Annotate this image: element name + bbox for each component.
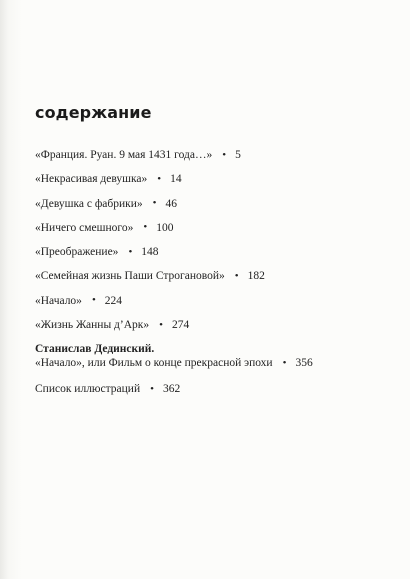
toc-entry-page: 274 (172, 319, 190, 332)
toc-entry-title: «Девушка с фабрики» (35, 197, 143, 210)
toc-entry-page: 148 (141, 246, 159, 259)
toc-item (35, 148, 395, 172)
bullet-separator: • (234, 269, 239, 282)
toc-item (35, 269, 395, 293)
toc-entry-page: 356 (295, 357, 313, 370)
toc-entry-title: «Преображение» (35, 246, 119, 259)
toc-entry-page: 100 (156, 221, 174, 234)
toc-entry-title: «Ничего смешного» (35, 221, 134, 234)
toc-entry-author: Станислав Дединский. (35, 343, 155, 356)
toc-item (35, 245, 395, 269)
toc-item (35, 294, 395, 318)
toc-entry-page: 46 (165, 197, 178, 210)
toc-entry-title: «Начало» (35, 294, 82, 307)
bullet-separator: • (143, 221, 148, 234)
toc-entry-title: Список иллюстраций (35, 383, 141, 396)
bullet-separator: • (152, 197, 157, 210)
toc-entry-page: 224 (104, 294, 123, 307)
toc-entry-page: 14 (170, 173, 182, 186)
bullet-separator: • (150, 382, 154, 395)
toc-item (35, 221, 395, 245)
toc-heading: содержание (35, 103, 152, 122)
toc-entry-page: 362 (162, 383, 181, 396)
bullet-separator: • (157, 172, 162, 185)
toc-item (35, 382, 395, 406)
bullet-separator: • (91, 294, 96, 307)
toc-entry-page: 5 (235, 149, 241, 161)
toc-list (35, 148, 395, 407)
toc-entry-page: 182 (247, 270, 265, 283)
bullet-separator: • (282, 356, 287, 369)
bullet-separator: • (222, 148, 227, 161)
toc-entry-title: «Семейная жизнь Паши Строгановой» (35, 270, 225, 283)
toc-entry-title: «Начало», или Фильм о конце прекрасной эпохи (35, 357, 273, 370)
toc-item (35, 342, 395, 382)
bullet-separator: • (128, 245, 133, 258)
toc-item (35, 197, 395, 221)
toc-item (35, 318, 395, 342)
toc-entry-title: «Жизнь Жанны д’Арк» (35, 319, 150, 332)
toc-entry-title: «Франция. Руан. 9 мая 1431 года…» (35, 149, 213, 161)
toc-entry-title: «Некрасивая девушка» (35, 173, 148, 186)
bullet-separator: • (159, 318, 163, 331)
toc-item (35, 172, 395, 196)
